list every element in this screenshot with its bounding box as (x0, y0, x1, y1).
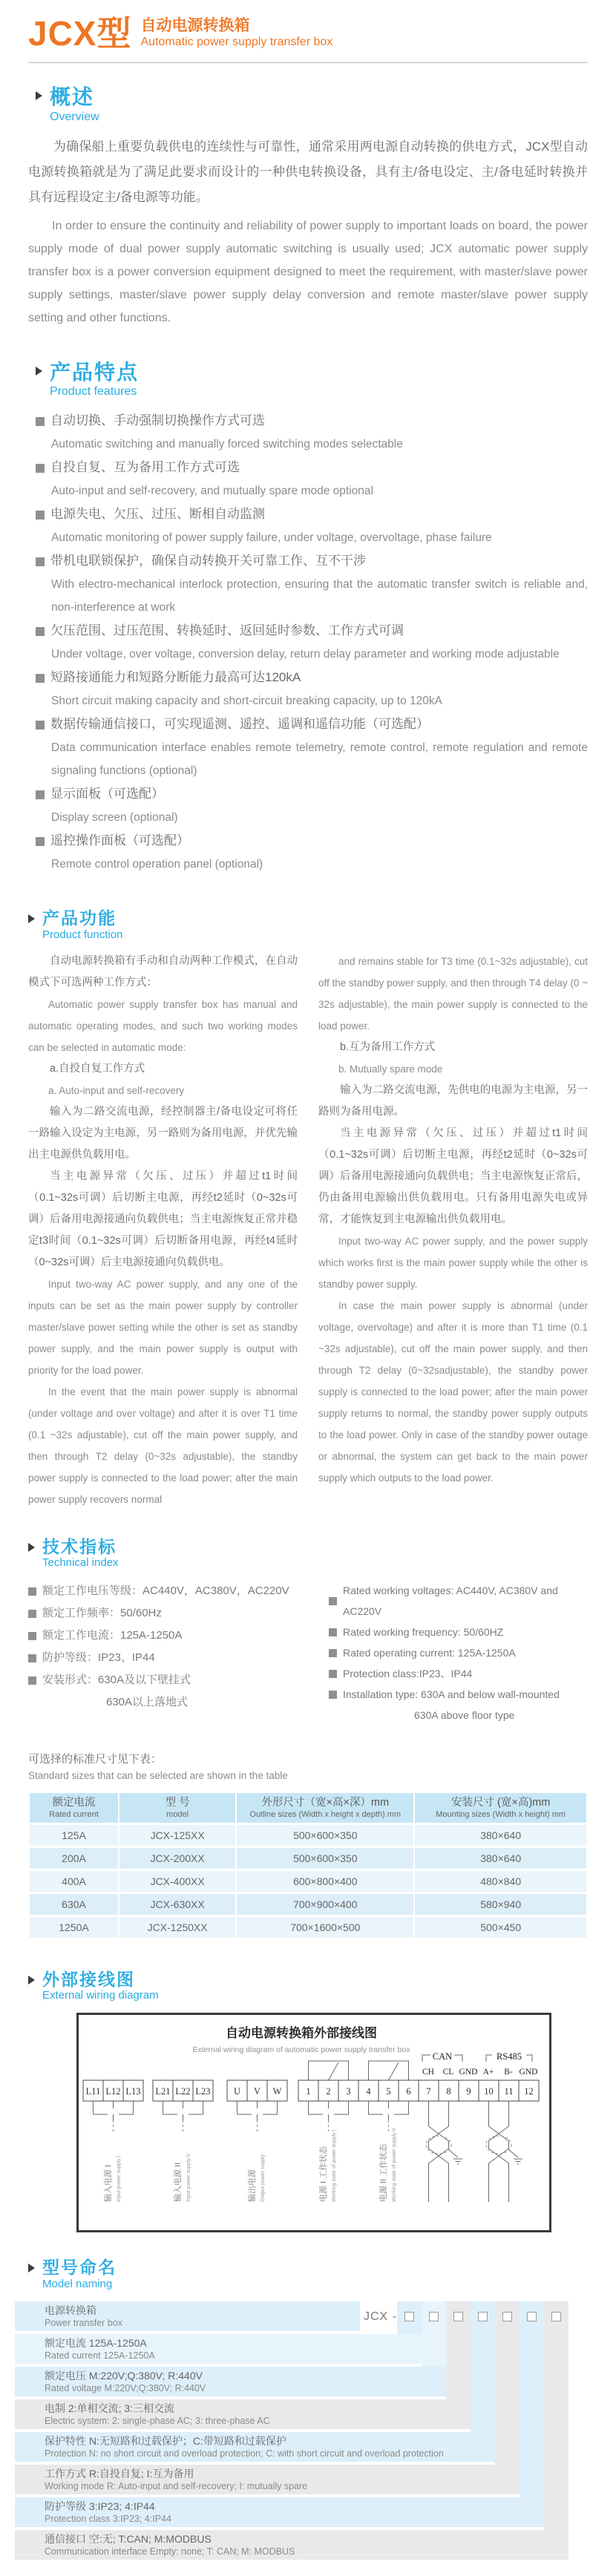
bullet-square-icon (28, 1610, 36, 1618)
pin-label-gnd: GND (459, 2068, 478, 2077)
cell-outline-size: 500×600×350 (237, 1825, 413, 1846)
group-label-en: Output power supply (261, 2154, 266, 2203)
tech-item-text: 安装形式：630A及以下壁挂式 (42, 1674, 191, 1686)
naming-strip (520, 2301, 544, 2497)
section-arrow-icon (28, 914, 35, 923)
function-paragraph: Input two-way AC power supply, and the power supply which works first is the main power supply while the other is standby power supply. (318, 1235, 588, 1290)
tech-item-continuation: 630A above floor type (414, 1709, 515, 1721)
pin-label-gnd2: GND (519, 2068, 538, 2077)
product-model-title: JCX型 (28, 14, 132, 53)
function-paragraph: 当主电源异常（欠压、过压）并超过t1时间（0.1~32s可调）后切断主电源，再经t2延时（0~32s可调）后备用电源接通向负载供电；当主电源恢复正常后，仍由备用电源输出供负载用电。只有备用电源失电或异常，才能恢复到主电源输出供负载用电。 (318, 1127, 588, 1225)
section-arrow-icon (36, 91, 42, 100)
col-header-zh: 安装尺寸 (宽×高)mm (451, 1797, 551, 1809)
col-header-zh: 型 号 (165, 1797, 190, 1809)
sizes-intro-en: Standard sizes that can be selected are shown in the table (28, 1770, 288, 1781)
group-label-zh: 电源 I 工作状态 (319, 2146, 328, 2203)
model-code-box (404, 2312, 414, 2321)
model-code-box (453, 2312, 463, 2321)
tech-item-text: Rated working voltages: AC440V, AC380V and AC220V (343, 1584, 558, 1617)
tech-heading-zh: 技术指标 (42, 1536, 117, 1556)
feature-item (36, 666, 588, 712)
cell-rated-current: 1250A (30, 1917, 118, 1938)
rs485-bus-label: RS485 (496, 2051, 522, 2062)
section-naming-heading (28, 2258, 601, 2290)
ground-icon (453, 2159, 462, 2164)
tech-heading-en: Technical index (42, 1556, 119, 1569)
terminal-label: 6 (406, 2086, 411, 2097)
feature-item (36, 619, 588, 666)
features-heading-en: Product features (50, 384, 137, 398)
feature-zh: 自动切换、手动强制切换操作方式可选 (50, 413, 265, 428)
tech-item-text: Installation type: 630A and below wall-mounted (343, 1688, 560, 1700)
feature-en: Under voltage, over voltage, conversion delay, return delay parameter and working mode adjustable (51, 648, 560, 661)
table-row (30, 1848, 586, 1869)
feature-en: Data communication interface enables remote telemetry, remote control, remote regulation and remote signaling functions (optional) (51, 741, 588, 778)
wiring-diagram (76, 2013, 551, 2232)
bullet-square-icon (329, 1691, 337, 1699)
feature-en: Display screen (optional) (51, 811, 178, 825)
tech-item-text: 额定工作电压等级：AC440V，AC380V，AC220V (42, 1584, 289, 1597)
tech-left-column (28, 1580, 329, 1725)
naming-row: 防护等级 3:IP23; 4:IP44 Protection class 3:IP23; 4:IP44 (15, 2497, 544, 2527)
function-paragraph: 输入为二路交流电源，先供电的电源为主电源，另一路则为备用电源。 (318, 1084, 588, 1118)
terminal-label: 1 (306, 2086, 311, 2097)
col-header-en: model (166, 1810, 189, 1819)
function-paragraph: 输入为二路交流电源，经控制器主/备电设定可将任一路输入设定为主电源，另一路则为备用电源，并优先输出主电源供负载用电。 (28, 1105, 298, 1161)
function-paragraph: In the event that the main power supply is abnormal (under voltage and over voltage) and after it is over T1 time (0.1 ~32s adjustable), cut off the main power supply, and then through T2 delay (0~32s adjustable), the standby power supply is connected to the load power; after the main power supply recovers normal (28, 1386, 298, 1505)
feature-zh: 自投自复、互为备用工作方式可选 (50, 460, 240, 475)
terminal-label: L23 (195, 2086, 211, 2097)
ground-icon (514, 2159, 522, 2164)
terminal-label: 12 (524, 2086, 534, 2097)
twisted-pair-rs485-icon (486, 2101, 522, 2202)
terminal-label: W (272, 2086, 282, 2097)
overview-paragraph-en: In order to ensure the continuity and reliability of power supply to important loads on board, the power supply mode of dual power supply automatic switching is usually used; JCX automatic power supply transfer box is a power conversion equipment designed to meet the requirement, with master/slave power supply settings, master/slave power supply delay conversion and remote master/slave power supply setting and other functions. (28, 219, 588, 324)
group-label-en: Working state of power supply I (332, 2129, 337, 2203)
col-header-zh: 额定电流 (52, 1797, 96, 1809)
terminal-label: 5 (386, 2086, 391, 2097)
model-prefix: JCX - (364, 2310, 398, 2323)
product-title-en: Automatic power supply transfer box (140, 36, 333, 49)
naming-row: 额定电压 M:220V;Q:380V; R:440V Rated voltage M:220V;Q:380V; R:440V (15, 2367, 446, 2396)
cell-outline-size: 500×600×350 (237, 1848, 413, 1869)
wiring-title-en: External wiring diagram of automatic power supply transfer box (192, 2045, 410, 2055)
function-paragraph: a. Auto-input and self-recovery (48, 1084, 185, 1096)
feature-item (36, 549, 588, 619)
bullet-square-icon (36, 837, 45, 846)
tech-right-column (329, 1580, 588, 1725)
relay-contact-icon (369, 2061, 409, 2080)
cell-model: JCX-200XX (119, 1848, 235, 1869)
naming-row: 保护特性 N:无短路和过载保护；C:带短路和过载保护 Protection N: no short circuit and overload protection; C: with short circuit and overload protection (15, 2432, 495, 2462)
bullet-square-icon (28, 1654, 36, 1662)
cell-model: JCX-125XX (119, 1825, 235, 1846)
can-bus-label: CAN (432, 2051, 453, 2062)
model-naming-diagram (15, 2301, 601, 2566)
terminal-label: L13 (125, 2086, 141, 2097)
table-header-row (30, 1793, 586, 1823)
function-paragraph: b.互为备用工作方式 (340, 1040, 436, 1053)
tech-item-text: 防护等级：IP23、IP44 (42, 1651, 155, 1664)
cell-rated-current: 200A (30, 1848, 118, 1869)
function-paragraph: Automatic power supply transfer box has manual and automatic operating modes, and such two working modes can be selected in automatic mode: (28, 998, 298, 1053)
group-label-en: Input power supply II (186, 2154, 191, 2203)
table-row (30, 1871, 586, 1892)
tech-item-text: Protection class:IP23、IP44 (343, 1668, 473, 1679)
group-brackets (94, 2101, 409, 2132)
terminal-label: 11 (504, 2086, 514, 2097)
feature-item (36, 502, 588, 549)
function-heading-en: Product function (42, 928, 123, 941)
naming-strip (544, 2301, 569, 2530)
terminal-label: L11 (85, 2086, 101, 2097)
model-code-box (478, 2312, 488, 2321)
feature-zh: 短路接通能力和短路分断能力最高可达120kA (50, 670, 301, 685)
cell-mounting-size: 480×840 (415, 1871, 586, 1892)
feature-en: Remote control operation panel (optional) (51, 858, 263, 871)
feature-en: Short circuit making capacity and short-circuit breaking capacity, up to 120kA (51, 695, 442, 708)
feature-zh: 欠压范围、过压范围、转换延时、返回延时参数、工作方式可调 (50, 623, 404, 638)
col-header-en: Outline sizes (Width x height x depth) mm (249, 1810, 402, 1819)
feature-item (36, 782, 588, 829)
bullet-square-icon (36, 464, 45, 473)
col-header-zh: 外形尺寸（宽×高×深）mm (261, 1797, 390, 1809)
naming-heading-zh: 型号命名 (42, 2258, 117, 2278)
tech-columns (28, 1580, 588, 1725)
terminal-label: L12 (105, 2086, 121, 2097)
function-paragraph: a.自投自复工作方式 (50, 1062, 145, 1075)
cell-model: JCX-1250XX (119, 1917, 235, 1938)
bullet-square-icon (36, 627, 45, 636)
bullet-square-icon (329, 1597, 337, 1605)
feature-item (36, 829, 588, 876)
bullet-square-icon (36, 417, 45, 426)
cell-model: JCX-400XX (119, 1871, 235, 1892)
feature-zh: 显示面板（可选配） (50, 787, 164, 802)
bullet-square-icon (28, 1587, 36, 1596)
sizes-block (28, 1751, 588, 1940)
sizes-table (28, 1791, 588, 1940)
cell-outline-size: 700×1600×500 (237, 1917, 413, 1938)
pin-label-b-minus: B- (504, 2068, 513, 2077)
cell-outline-size: 700×900×400 (237, 1894, 413, 1915)
bullet-square-icon (329, 1649, 337, 1657)
bullet-square-icon (36, 790, 45, 799)
pin-label-a-plus: A+ (482, 2068, 494, 2077)
group-label-zh: 输入电源 II (174, 2163, 183, 2203)
cell-rated-current: 125A (30, 1825, 118, 1846)
overview-paragraph-zh: 为确保船上重要负载供电的连续性与可靠性，通常采用两电源自动转换的供电方式，JCX型自动电源转换箱就是为了满足此要求而设计的一种供电转换设备，具有主/备电设定、主/备电延时转换并具有远程设定主/备电源等功能。 (28, 139, 588, 204)
group-label-zh: 输出电源 (248, 2169, 257, 2203)
wiring-title-zh: 自动电源转换箱外部接线图 (226, 2026, 377, 2041)
feature-zh: 电源失电、欠压、过压、断相自动监测 (50, 507, 265, 522)
tech-item-text: 额定工作电流：125A-1250A (42, 1629, 183, 1642)
features-heading-zh: 产品特点 (50, 360, 140, 384)
bullet-square-icon (36, 557, 45, 566)
feature-en: Automatic monitoring of power supply failure, under voltage, overvoltage, phase failure (51, 531, 492, 545)
function-paragraph: b. Mutually spare mode (338, 1063, 443, 1075)
pin-label-cl: CL (442, 2068, 454, 2077)
feature-en: With electro-mechanical interlock protection, ensuring that the automatic transfer switch is reliable and, non-interference at work (51, 578, 588, 614)
section-overview-heading (36, 85, 588, 123)
group-label-zh: 电源 II 工作状态 (379, 2144, 388, 2203)
naming-row: 通信接口 空:无; T:CAN; M:MODBUS Communication interface Empty: none; T: CAN; M: MODBUS (15, 2530, 569, 2560)
pin-label-ch: CH (422, 2068, 434, 2077)
table-row (30, 1917, 586, 1938)
function-paragraph: 自动电源转换箱有手动和自动两种工作模式，在自动模式下可选两种工作方式： (28, 954, 298, 989)
naming-row: 额定电流 125A-1250A Rated current 125A-1250A (15, 2334, 422, 2364)
feature-zh: 带机电联锁保护，确保自动转换开关可靠工作、互不干涉 (50, 554, 366, 568)
bullet-square-icon (36, 511, 45, 520)
naming-row: 工作方式 R:自投自复; I:互为备用 Working mode R: Auto-input and self-recovery; I: mutually spare (15, 2465, 520, 2494)
wiring-heading-en: External wiring diagram (42, 1989, 159, 2002)
model-code-box (551, 2312, 561, 2321)
section-arrow-icon (28, 1543, 35, 1552)
table-row (30, 1825, 586, 1846)
bullet-square-icon (36, 721, 45, 730)
product-title-zh: 自动电源转换箱 (140, 17, 250, 34)
cell-mounting-size: 500×450 (415, 1917, 586, 1938)
sizes-intro-zh: 可选择的标准尺寸见下表： (28, 1753, 163, 1766)
naming-strip (495, 2301, 520, 2465)
overview-heading-zh: 概述 (50, 85, 95, 109)
model-code-box (502, 2312, 512, 2321)
section-arrow-icon (36, 367, 42, 376)
table-row (30, 1894, 586, 1915)
overview-heading-en: Overview (50, 110, 99, 123)
feature-en: Automatic switching and manually forced switching modes selectable (51, 438, 403, 451)
section-wiring-heading (28, 1970, 588, 2002)
wiring-heading-zh: 外部接线图 (42, 1970, 135, 1989)
naming-heading-en: Model naming (42, 2277, 113, 2290)
feature-zh: 数据传输通信接口，可实现遥测、遥控、遥调和遥信功能（可选配） (50, 717, 429, 732)
model-code-box (429, 2312, 439, 2321)
function-paragraph: 当主电源异常（欠压、过压）并超过t1时间（0.1~32s可调）后切断主电源，再经t2延时（0~32s可调）后备用电源接通向负载供电；当主电源恢复正常并稳定t3时间（0.1~32s可调）后切断备用电源，再经t4延时（0~32s可调）后主电源接通向负载供电。 (28, 1170, 298, 1268)
tech-item-text: 额定工作频率：50/60Hz (42, 1607, 162, 1619)
tech-item-continuation: 630A以上落地式 (106, 1696, 189, 1708)
function-paragraph: and remains stable for T3 time (0.1~32s adjustable), cut off the standby power supply, and then through T4 delay (0 ~ 32s adjustable), the main power supply is connected to the load power. (318, 955, 588, 1032)
cell-outline-size: 600×800×400 (237, 1871, 413, 1892)
section-tech-heading (28, 1537, 588, 1570)
cell-mounting-size: 380×640 (415, 1848, 586, 1869)
terminal-label: V (253, 2086, 261, 2097)
function-columns (28, 951, 588, 1510)
cell-model: JCX-630XX (119, 1894, 235, 1915)
terminal-label: 10 (484, 2086, 494, 2097)
bullet-square-icon (329, 1628, 337, 1636)
section-arrow-icon (28, 1976, 35, 1985)
feature-zh: 遥控操作面板（可选配） (50, 833, 189, 848)
section-arrow-icon (28, 2264, 35, 2272)
tech-item-text: Rated working frequency: 50/60HZ (343, 1626, 504, 1638)
header-divider (28, 62, 588, 63)
function-paragraph: Input two-way AC power supply, and any one of the inputs can be set as the main power supply by controller master/slave power setting while the other is set as standby power supply, and the main power supply is output with priority for the load power. (28, 1278, 298, 1376)
terminal-label: U (233, 2086, 241, 2097)
bullet-square-icon (36, 674, 45, 683)
bullet-square-icon (28, 1677, 36, 1685)
terminal-label: L21 (155, 2086, 171, 2097)
model-code-box (527, 2312, 537, 2321)
tech-item-text: Rated operating current: 125A-1250A (343, 1647, 516, 1659)
col-header-en: Mounting sizes (Width x height) mm (436, 1810, 566, 1819)
naming-row: 电制 2:单相交流; 3:三相交流 Electric system: 2: single-phase AC; 3: three-phase AC (15, 2399, 471, 2429)
group-label-en: Input power supply I (117, 2155, 122, 2203)
function-heading-zh: 产品功能 (42, 908, 117, 928)
feature-item (36, 456, 588, 502)
bullet-square-icon (329, 1670, 337, 1678)
group-label-zh: 输入电源 I (104, 2165, 113, 2203)
cell-mounting-size: 380×640 (415, 1825, 586, 1846)
terminal-label: 9 (466, 2086, 471, 2097)
cell-rated-current: 400A (30, 1871, 118, 1892)
naming-row: 电源转换箱 Power transfer box (15, 2301, 360, 2331)
terminal-label: 4 (366, 2086, 371, 2097)
section-function-heading (28, 908, 588, 941)
terminal-label: L22 (175, 2086, 191, 2097)
group-label-en: Working state of power supply II (392, 2128, 397, 2203)
function-right-column (318, 951, 588, 1510)
feature-en: Auto-input and self-recovery, and mutually spare mode optional (51, 485, 373, 498)
cell-mounting-size: 580×940 (415, 1894, 586, 1915)
terminal-label: 2 (326, 2086, 331, 2097)
terminal-label: 3 (346, 2086, 351, 2097)
page-header (0, 0, 616, 53)
relay-contact-icon (309, 2061, 349, 2080)
bullet-square-icon (28, 1632, 36, 1640)
function-paragraph: In case the main power supply is abnormal (under voltage, overvoltage) and after it is more than T1 time (0.1 ~32s adjustable), cut off the main power supply, and then through T2 delay (0~32sadjustable), the standby power supply is connected to the load power; after the main power supply returns to normal, the standby power supply outputs to the load power. Only in case of the standby power outage or abnormal, the system can get back to the main power supply which outputs to the load power. (318, 1300, 588, 1484)
function-left-column (28, 951, 298, 1510)
cell-rated-current: 630A (30, 1894, 118, 1915)
feature-item (36, 712, 588, 782)
feature-item (36, 409, 588, 456)
terminal-label: 7 (426, 2086, 431, 2097)
section-features-heading (36, 361, 588, 399)
twisted-pair-can-icon (426, 2101, 462, 2202)
col-header-en: Rated current (49, 1810, 99, 1819)
terminal-strip (83, 2080, 539, 2101)
terminal-label: 8 (446, 2086, 451, 2097)
